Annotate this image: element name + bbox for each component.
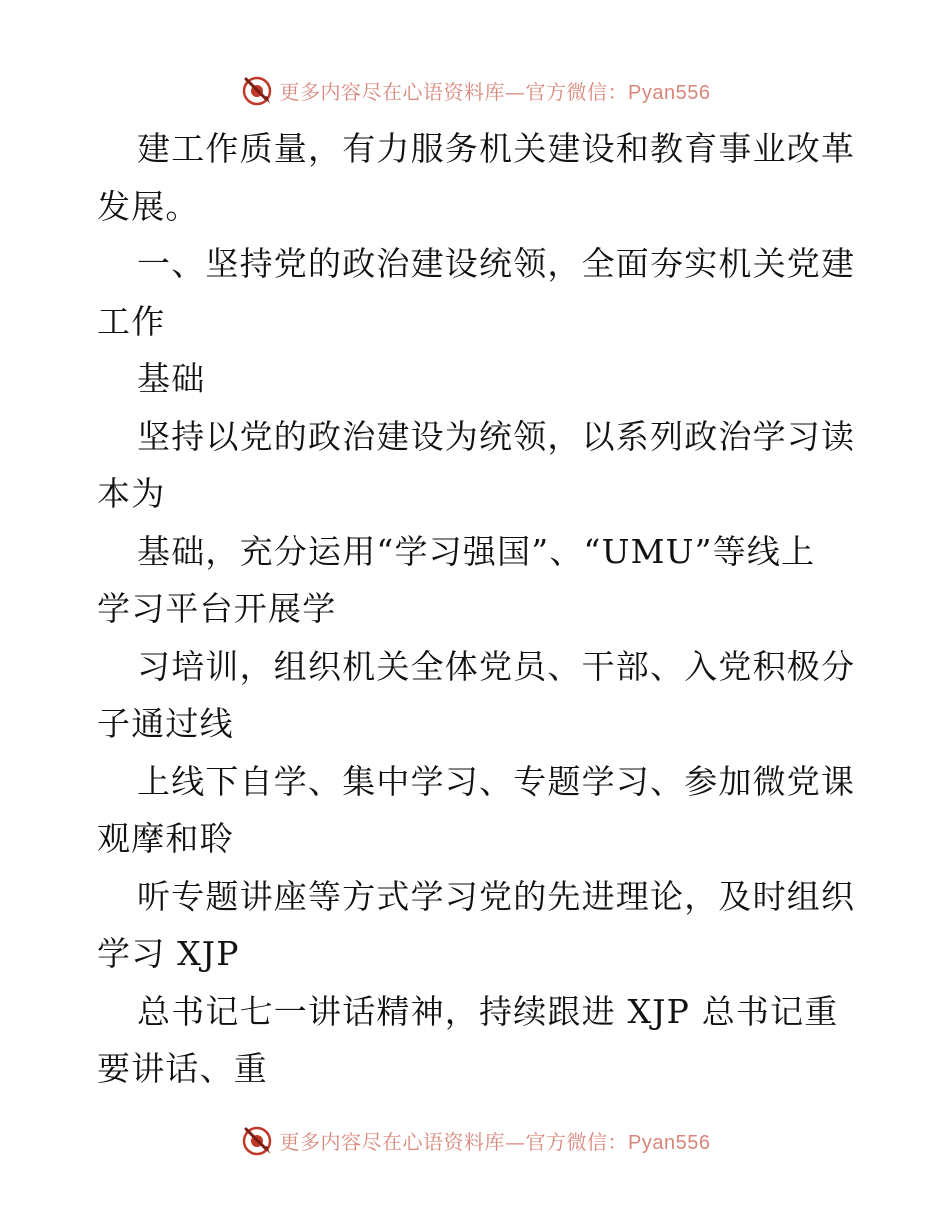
text-line: 建工作质量，有力服务机关建设和教育事业改革 xyxy=(137,129,856,168)
header-watermark xyxy=(0,70,950,110)
text-line: 子通过线 xyxy=(97,704,234,743)
watermark-text: 更多内容尽在心语资料库—官方微信：Pyan556 xyxy=(279,79,711,104)
watermark-handle: Pyan556 xyxy=(628,1131,711,1154)
watermark-text: 更多内容尽在心语资料库—官方微信：Pyan556 xyxy=(279,1129,711,1154)
text-line: 上线下自学、集中学习、专题学习、参加微党课 xyxy=(137,761,856,801)
text-line: 坚持以党的政治建设为统领，以系列政治学习读 xyxy=(137,416,856,456)
quill-seal-icon xyxy=(240,1123,274,1157)
quill-seal-icon xyxy=(240,73,274,107)
text-line: 基础 xyxy=(137,359,206,398)
text-line: 基础，充分运用“学习强国”、“UMU”等线上 xyxy=(137,531,816,571)
text-line: 一、坚持党的政治建设统领，全面夯实机关党建 xyxy=(137,244,856,283)
text-line: 工作 xyxy=(97,301,166,341)
watermark-handle: Pyan556 xyxy=(628,81,711,104)
text-line: 要讲话、重 xyxy=(97,1049,268,1088)
text-line: 听专题讲座等方式学习党的先进理论，及时组织 xyxy=(137,876,856,916)
footer-watermark xyxy=(0,1120,950,1160)
text-line: 学习 XJP xyxy=(97,934,240,973)
text-line: 观摩和聆 xyxy=(97,819,234,858)
text-line: 习培训，组织机关全体党员、干部、入党积极分 xyxy=(137,646,856,686)
text-line: 本为 xyxy=(97,474,166,513)
text-line: 总书记七一讲话精神，持续跟进 XJP 总书记重 xyxy=(137,991,839,1031)
text-line: 发展。 xyxy=(97,186,200,226)
document-body xyxy=(97,120,857,1098)
text-line: 学习平台开展学 xyxy=(97,589,337,628)
